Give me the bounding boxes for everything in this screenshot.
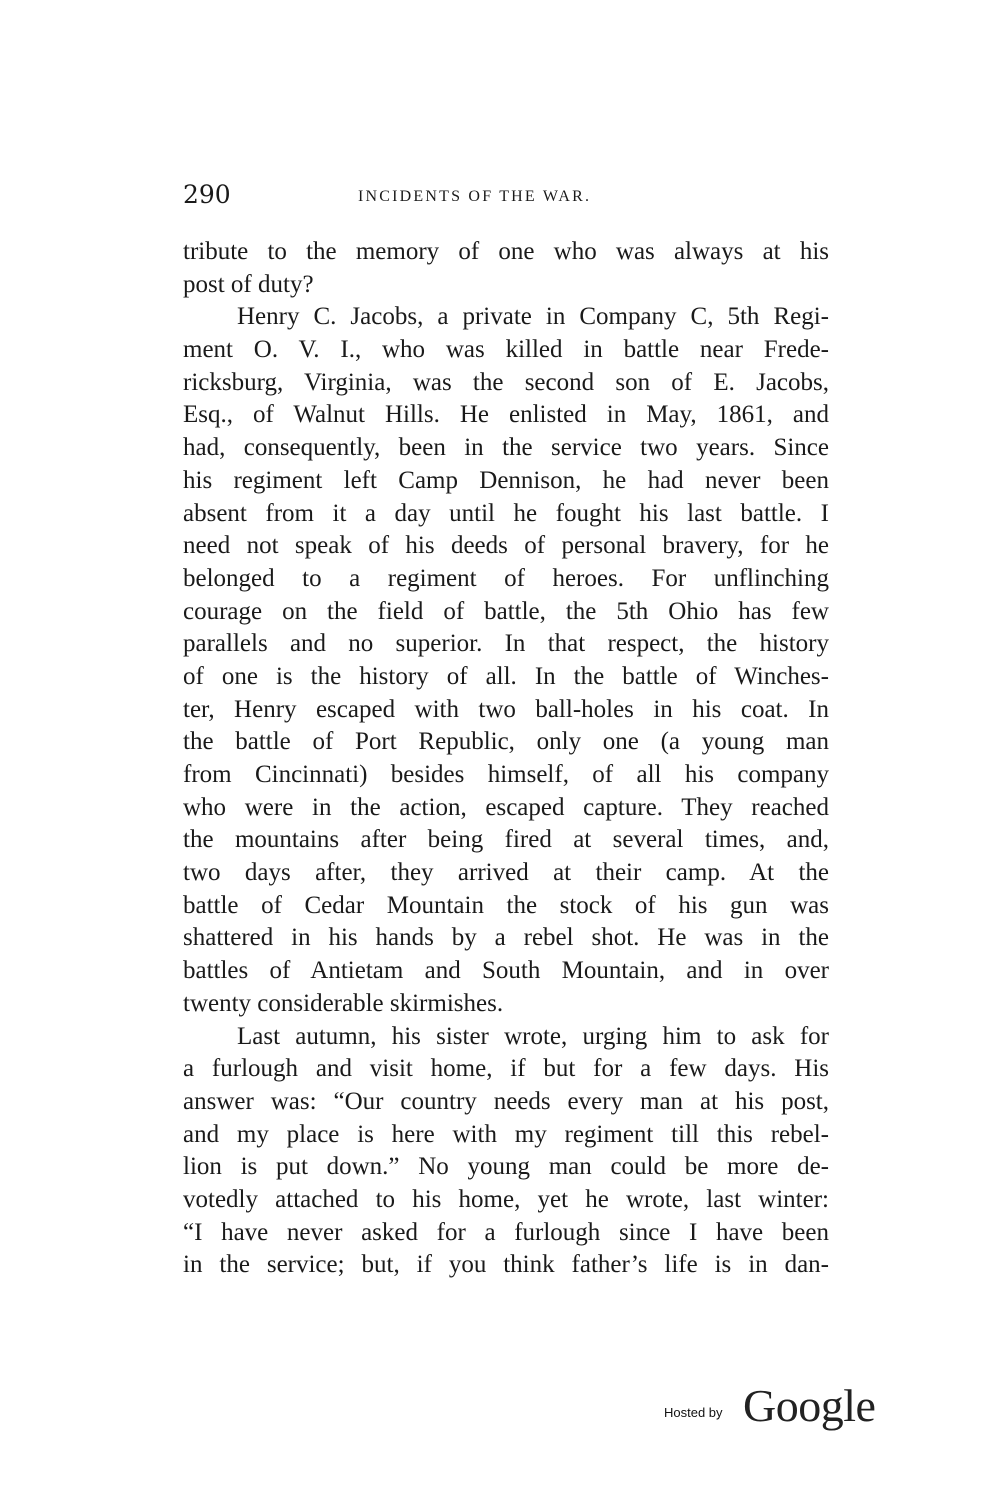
text-line: in the service; but, if you think father’s life is in dan- (183, 1251, 829, 1279)
hosted-by-google-watermark (664, 1378, 874, 1438)
text-line: battle of Cedar Mountain the stock of his gun was (183, 891, 829, 919)
text-line: from Cincinnati) besides himself, of all his company (183, 761, 829, 788)
google-logo: Google (743, 1380, 876, 1431)
paragraph-henry-jacobs (183, 301, 829, 1020)
text-line: the mountains after being fired at several times, and, (183, 826, 829, 854)
text-line: his regiment left Camp Dennison, he had never been (183, 466, 829, 494)
text-line: Last autumn, his sister wrote, urging him to ask for (237, 1022, 829, 1050)
text-line: “I have never asked for a furlough since I have been (183, 1218, 829, 1246)
text-line: a furlough and visit home, if but for a few days. His (183, 1055, 829, 1083)
text-line: Henry C. Jacobs, a private in Company C, 5th Regi- (237, 303, 829, 331)
text-line: courage on the field of battle, the 5th Ohio has few (183, 597, 829, 625)
paragraph-last-autumn (183, 1021, 829, 1283)
text-line: shattered in his hands by a rebel shot. He was in the (183, 924, 829, 952)
text-line: ment O. V. I., who was killed in battle near Frede- (183, 336, 829, 364)
text-line: and my place is here with my regiment till this rebel- (183, 1120, 829, 1148)
text-line: Esq., of Walnut Hills. He enlisted in May, 1861, and (183, 401, 829, 429)
text-line: answer was: “Our country needs every man at his post, (183, 1087, 829, 1115)
text-line: post of duty? (183, 270, 314, 298)
hosted-by-label: Hosted by (664, 1405, 723, 1420)
text-line: absent from it a day until he fought his last battle. I (183, 499, 829, 527)
text-line: tribute to the memory of one who was always at his (183, 238, 829, 265)
running-head (183, 178, 829, 214)
text-line: of one is the history of all. In the battle of Winches- (183, 662, 829, 690)
text-line: belonged to a regiment of heroes. For unflinching (183, 564, 829, 592)
text-line: two days after, they arrived at their camp. At the (183, 859, 829, 887)
page-number: 290 (183, 180, 231, 209)
text-line: battles of Antietam and South Mountain, and in over (183, 957, 829, 985)
text-line: twenty considerable skirmishes. (183, 989, 504, 1017)
text-line: lion is put down.” No young man could be more de- (183, 1153, 829, 1181)
text-line: need not speak of his deeds of personal bravery, for he (183, 532, 829, 560)
text-line: had, consequently, been in the service two years. Since (183, 434, 829, 462)
body-text (183, 236, 829, 1282)
text-line: votedly attached to his home, yet he wrote, last winter: (183, 1185, 829, 1213)
text-line: parallels and no superior. In that respect, the history (183, 630, 829, 658)
text-line: ricksburg, Virginia, was the second son of E. Jacobs, (183, 368, 829, 396)
running-title: INCIDENTS OF THE WAR. (358, 188, 592, 205)
paragraph-continuation (183, 236, 829, 301)
text-line: the battle of Port Republic, only one (a young man (183, 728, 829, 756)
text-line: who were in the action, escaped capture. They reached (183, 793, 829, 821)
text-line: ter, Henry escaped with two ball-holes in his coat. In (183, 695, 829, 723)
